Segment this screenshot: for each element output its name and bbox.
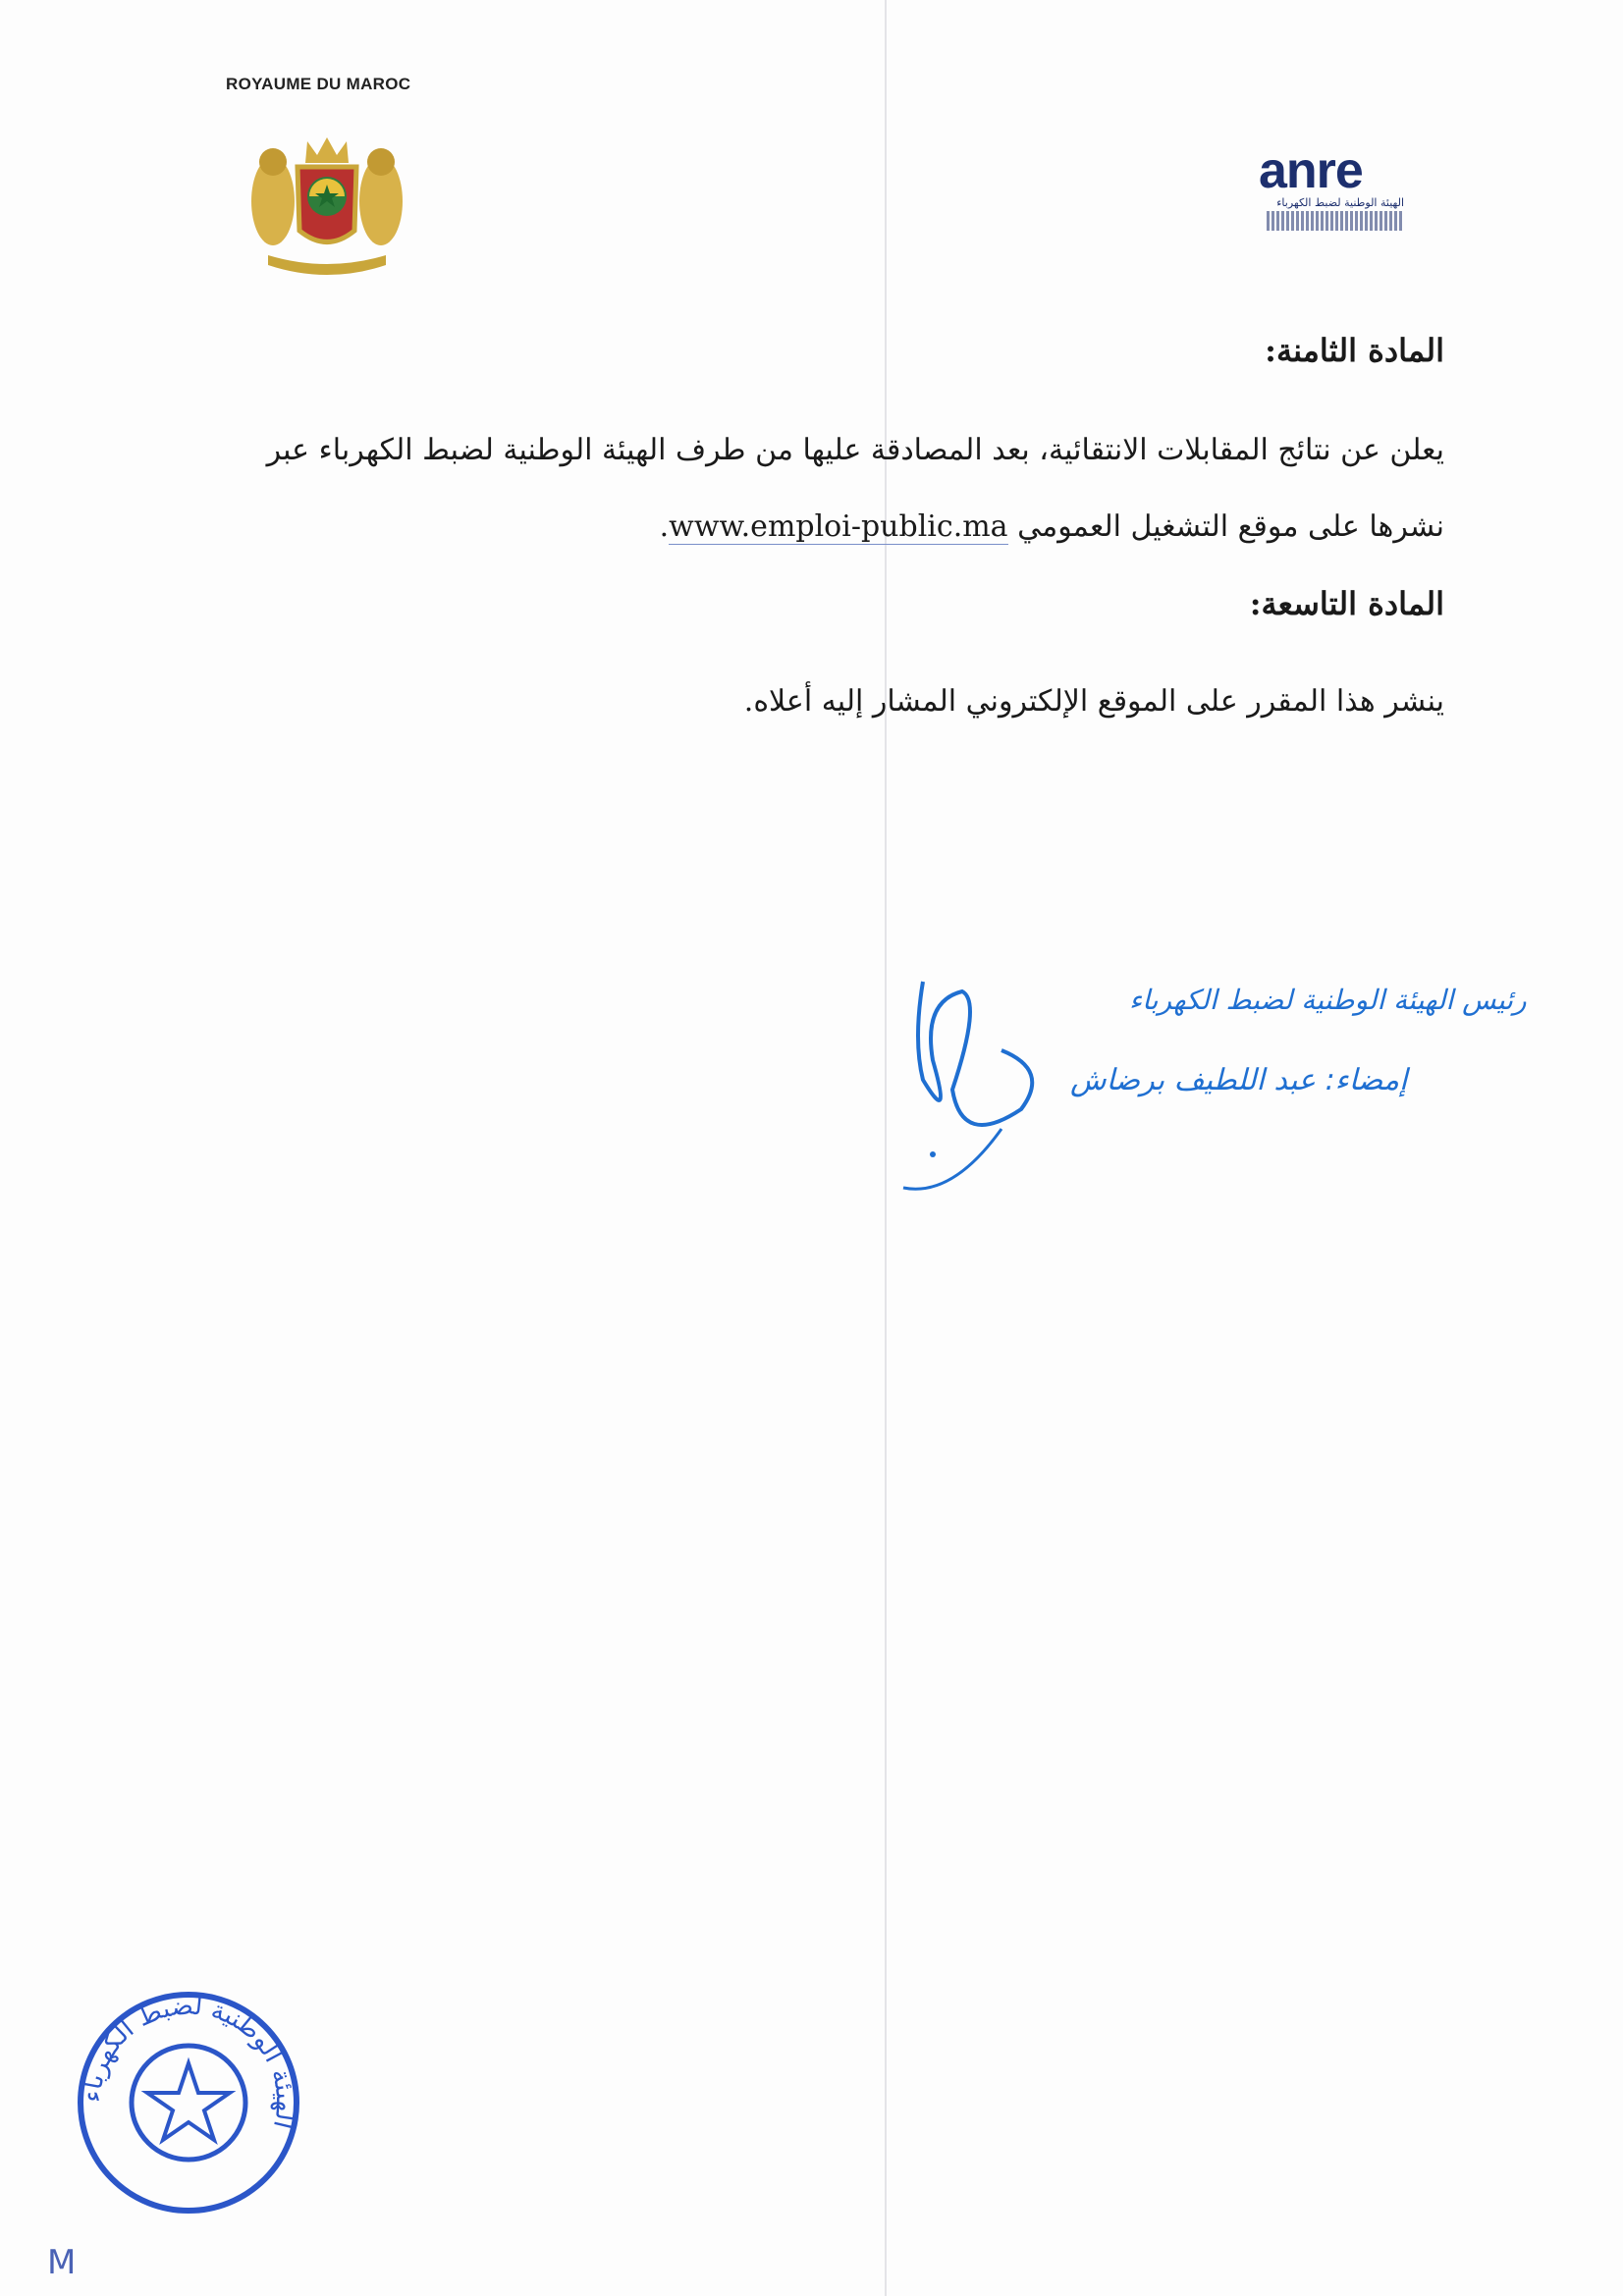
signature-block xyxy=(628,962,1527,1198)
official-stamp xyxy=(71,1985,306,2220)
article-9-text: ينشر هذا المقرر على الموقع الإلكتروني المشار إليه أعلاه. xyxy=(743,684,1444,719)
anre-subtitle: الهيئة الوطنية لضبط الكهرباء xyxy=(1276,196,1404,209)
signature-name: إمضاء: عبد اللطيف برضاش xyxy=(1070,1063,1408,1097)
signature-dot xyxy=(930,1151,936,1157)
article-8-line-2 xyxy=(168,489,1444,565)
stamp-text: الهيئة الوطنية لضبط الكهرباء xyxy=(77,1991,300,2132)
anre-subtitle-small-print xyxy=(1267,211,1404,231)
article-9-title: المادة التاسعة: xyxy=(1249,585,1444,622)
handwritten-initials: M xyxy=(47,2243,77,2282)
signature-tail xyxy=(903,1129,1001,1189)
royal-emblem xyxy=(239,128,415,275)
signature-title: رئيس الهيئة الوطنية لضبط الكهرباء xyxy=(1129,984,1527,1016)
article-8-title: المادة الثامنة: xyxy=(1265,332,1444,369)
article-8-line-2-end: . xyxy=(659,509,670,544)
article-8-line-2-text: نشرها على موقع التشغيل العمومي xyxy=(1007,509,1444,544)
article-8-line-1: يعلن عن نتائج المقابلات الانتقائية، بعد المصادقة عليها من طرف الهيئة الوطنية لضبط الكهرباء عبر xyxy=(266,433,1444,467)
anre-wordmark: anre xyxy=(1259,142,1363,199)
signature-scrawl xyxy=(918,982,1032,1125)
anre-logo xyxy=(1259,142,1416,240)
kingdom-header: ROYAUME DU MAROC xyxy=(226,75,411,93)
star-icon xyxy=(147,2063,230,2140)
emploi-public-link[interactable]: www.emploi-public.ma xyxy=(669,509,1008,544)
